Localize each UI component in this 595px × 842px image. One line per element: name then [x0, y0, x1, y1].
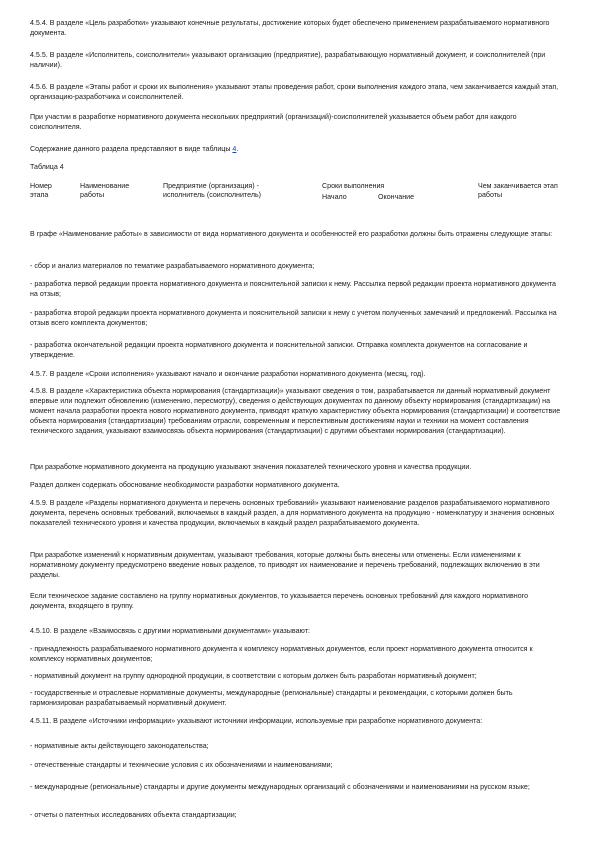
column-header-start: Начало: [322, 193, 347, 201]
list-item-source-1: - нормативные акты действующего законодательства;: [30, 742, 209, 750]
column-header-organization: Предприятие (организация) - исполнитель (соисполнитель): [163, 182, 262, 200]
list-item-source-3: - международные (региональные) стандарты и другие документы международных организаций с обозначениями и наименованиями на русском языке;: [30, 783, 530, 791]
paragraph-4-5-8: 4.5.8. В разделе «Характеристика объекта нормирования (стандартизации)» указывают сведения о том, разрабатывается ли данный нормативный документ впервые или подлежит обновлению (изменению, пересмотру), сведения о действующих документах по данному объекту нормирования (стандартизации) на момент начала разработки проекта нового нормативного документа, приводят краткую характеристику объекта нормирования (стандартизации) и соответствие объекта нормирования (стандартизации) требованиям отрасли, современным и перспективным достижениям науки и техники на момент составления технического задания, указывают взаимосвязь объекта нормирования (стандартизации) с другими объектами нормирования (стандартизации).: [30, 387, 561, 435]
paragraph-document-group: Если техническое задание составлено на группу нормативных документов, то указывается перечень основных требований для каждого нормативного документа, входящего в группу.: [30, 592, 529, 610]
paragraph-changes: При разработке изменений к нормативным документам, указывают требования, которые должны быть внесены или отменены. Если изменениями к нормативному документу предусмотрено введение новых разделов, то приводят их наименование и перечень требований, подлежащих включению в эти разделы.: [30, 551, 540, 579]
list-item-stage-1: - сбор и анализ материалов по тематике разрабатываемого нормативного документа;: [30, 262, 315, 270]
paragraph-justification: Раздел должен содержать обоснование необходимости разработки нормативного документа.: [30, 481, 340, 489]
list-item-stage-3: - разработка второй редакции проекта нормативного документа и пояснительной записки к нему с учетом полученных замечаний и предложений. Рассылка на отзыв всего комплекта документов;: [30, 309, 557, 327]
list-item-stage-2: - разработка первой редакции проекта нормативного документа и пояснительной записки к нему. Рассылка первой редакции проекта нормативного документа на отзыв;: [30, 280, 556, 298]
paragraph-table-reference: [30, 144, 565, 154]
paragraph-4-5-11: 4.5.11. В разделе «Источники информации» указывают источники информации, используемые при разработке нормативного документа:: [30, 717, 483, 725]
list-item-stage-4: - разработка окончательной редакции проекта нормативного документа и пояснительной записки. Отправка комплекта документов на согласование и утверждение.: [30, 341, 528, 359]
table-reference-text: Содержание данного раздела представляют в виде таблицы: [30, 145, 233, 153]
column-header-number: Номер этапа: [30, 182, 52, 200]
list-item-relation-3: - государственные и отраслевые нормативные документы, международные (региональные) стандарты и рекомендации, с которыми должен быть гармонизирован разрабатываемый нормативный документ.: [30, 689, 513, 707]
list-item-relation-2: - нормативный документ на группу однородной продукции, в соответствии с которым должен быть разработан нормативный документ;: [30, 672, 477, 680]
paragraph-4-5-10: 4.5.10. В разделе «Взаимосвязь с другими нормативными документами» указывают:: [30, 627, 310, 635]
paragraph-coexecutors: При участии в разработке нормативного документа нескольких предприятий (организаций)-соисполнителей указывается объем работ для каждого соисполнителя.: [30, 113, 517, 131]
paragraph-4-5-7: 4.5.7. В разделе «Сроки исполнения» указывают начало и окончание разработки нормативного документа (месяц, год).: [30, 370, 426, 378]
paragraph-quality-indicators: При разработке нормативного документа на продукцию указывают значения показателей технического уровня и качества продукции.: [30, 463, 472, 471]
table-4-link[interactable]: 4: [232, 145, 237, 153]
list-item-relation-1: - принадлежность разрабатываемого нормативного документа к комплексу нормативных документов, если проект нормативного документа относится к комплексу нормативных документов;: [30, 645, 533, 663]
column-header-deadline: Сроки выполнения: [322, 182, 385, 190]
column-header-end: Окончание: [378, 193, 415, 201]
paragraph-work-name-column: В графе «Наименование работы» в зависимости от вида нормативного документа и особенностей его разработки должны быть отражены следующие этапы:: [30, 230, 553, 238]
table-reference-suffix: .: [236, 145, 239, 153]
table-caption: Таблица 4: [30, 163, 64, 171]
column-header-result: Чем заканчивается этап работы: [478, 182, 558, 200]
paragraph-4-5-6: 4.5.6. В разделе «Этапы работ и сроки их выполнения» указывают этапы проведения работ, сроки выполнения каждого этапа, чем заканчивается каждый этап, организацию-разработчика и соисполнителей.: [30, 83, 559, 101]
paragraph-4-5-4: 4.5.4. В разделе «Цель разработки» указывают конечные результаты, достижение которых будет обеспечено применением разрабатываемого нормативного документа.: [30, 19, 550, 37]
list-item-source-4: - отчеты о патентных исследованиях объекта стандартизации;: [30, 811, 237, 819]
paragraph-4-5-9: 4.5.9. В разделе «Разделы нормативного документа и перечень основных требований» указывают наименование разделов разрабатываемого нормативного документа, перечень основных требований, включаемых в каждый раздел, а для нормативного документа на продукцию - номенклатуру и значения основных показателей технического уровня и качества продукции, включаемых в каждый раздел разрабатываемого документа.: [30, 499, 555, 527]
list-item-source-2: - отечественные стандарты и технические условия с их обозначениями и наименованиями;: [30, 761, 333, 769]
column-header-work: Наименование работы: [80, 182, 130, 200]
paragraph-4-5-5: 4.5.5. В разделе «Исполнитель, соисполнители» указывают организацию (предприятие), разрабатывающую нормативный документ, и соисполнителей (при наличии).: [30, 51, 546, 69]
